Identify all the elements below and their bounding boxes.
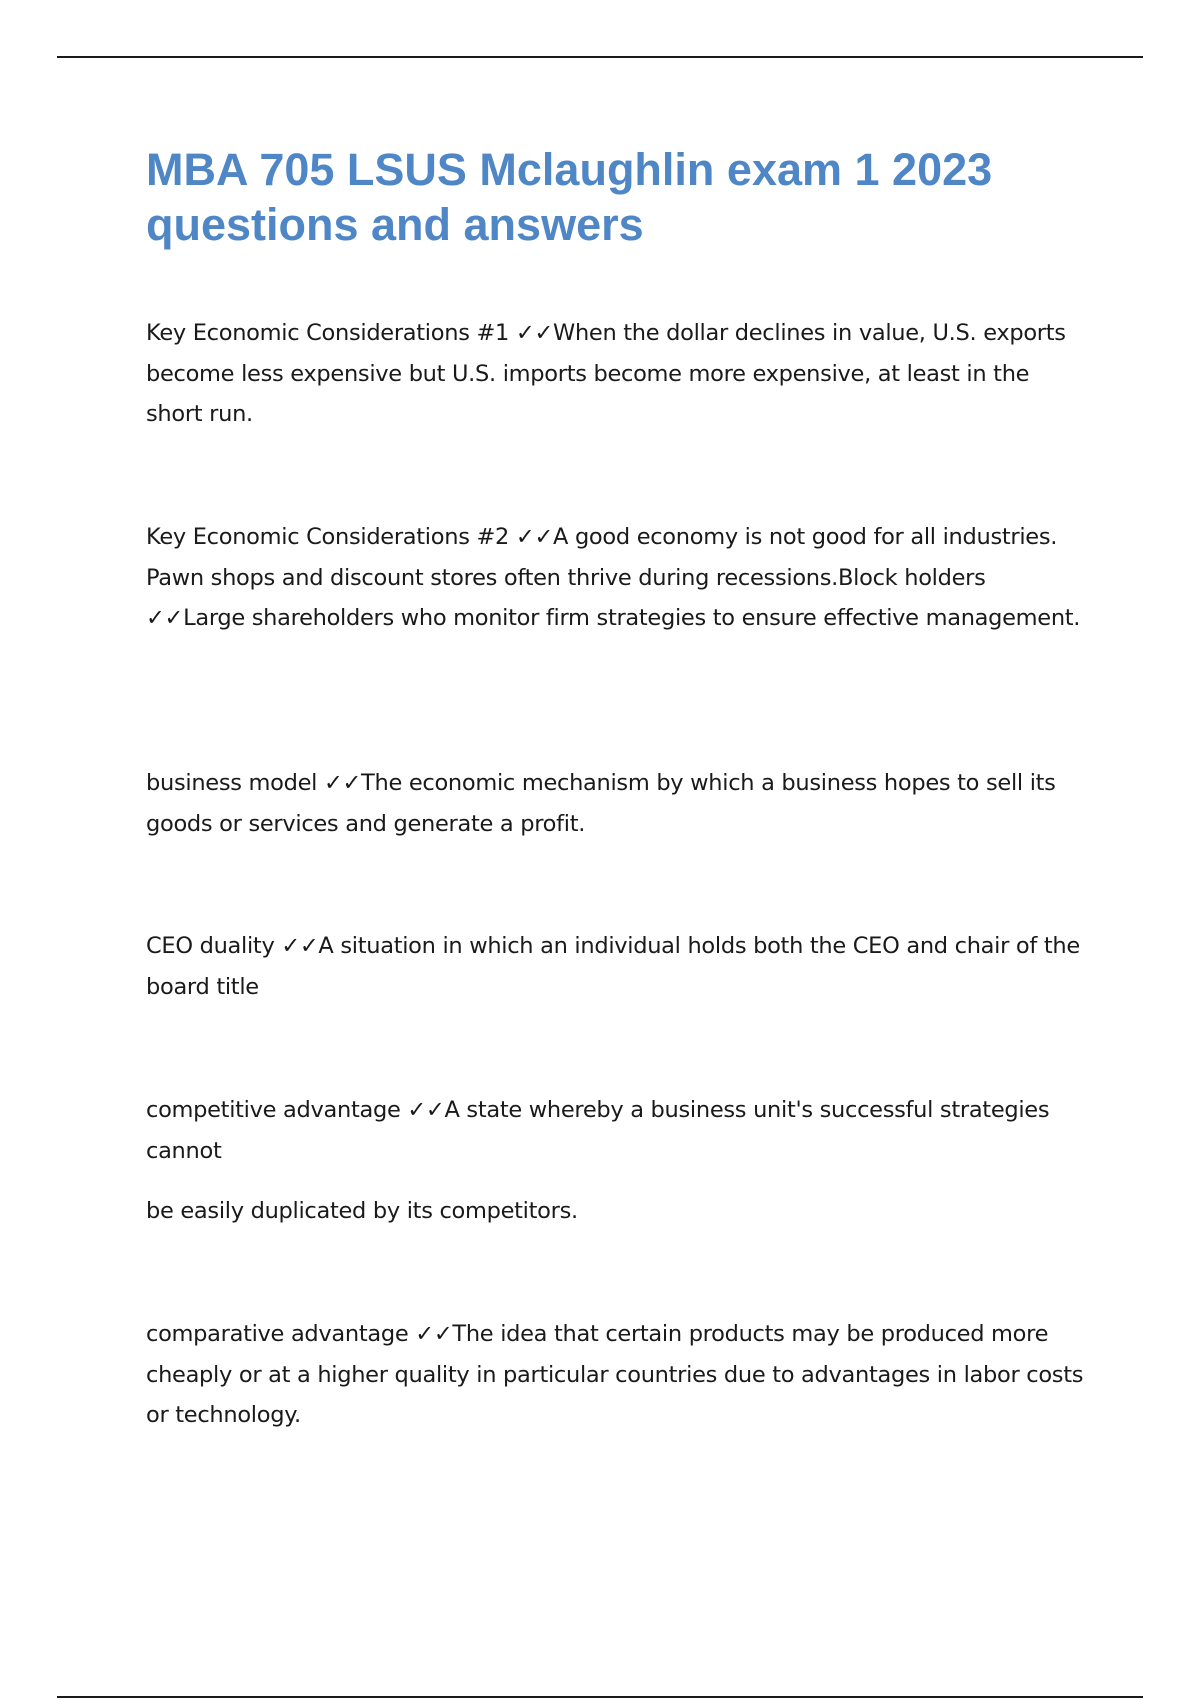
qa-entry-comparative-advantage <box>146 1314 1086 1436</box>
double-check-mark-icon: ✓✓ <box>146 605 184 631</box>
double-check-mark-icon: ✓✓ <box>323 770 362 796</box>
entry-definition: Large shareholders who monitor firm strategies to ensure effective management. <box>183 605 1081 631</box>
qa-entry-key-economic-2 <box>146 517 1086 639</box>
double-check-mark-icon: ✓✓ <box>281 933 319 959</box>
document-title: MBA 705 LSUS Mclaughlin exam 1 2023 questions and answers <box>146 144 993 250</box>
entry-definition: A state whereby a business unit's successful strategies cannot <box>146 1097 1050 1164</box>
entry-term: comparative advantage <box>146 1321 416 1347</box>
entry-definition: The idea that certain products may be produced more cheaply or at a higher quality in particular countries due to advantages in labor costs or technology. <box>146 1321 1084 1428</box>
double-check-mark-icon: ✓✓ <box>415 1321 453 1347</box>
entry-term: Key Economic Considerations #2 <box>146 524 516 550</box>
footer-rule <box>57 1696 1143 1698</box>
double-check-mark-icon: ✓✓ <box>515 524 553 550</box>
entry-term: Key Economic Considerations #1 <box>146 320 516 346</box>
double-check-mark-icon: ✓✓ <box>515 320 553 346</box>
double-check-mark-icon: ✓✓ <box>407 1097 445 1123</box>
qa-entry-continuation <box>146 1191 1086 1232</box>
entry-term: competitive advantage <box>146 1097 408 1123</box>
qa-entry-competitive-advantage <box>146 1090 1086 1171</box>
entry-term: Block holders <box>838 564 986 591</box>
entry-term: business model <box>146 770 324 796</box>
qa-entry-business-model <box>146 763 1086 844</box>
entry-term: CEO duality <box>146 933 282 959</box>
entry-definition: The economic mechanism by which a business hopes to sell its goods or services and generate a profit. <box>146 770 1056 837</box>
entry-definition: A good economy is not good for all industries. Pawn shops and discount stores often thrive during recessions. <box>146 524 1058 591</box>
qa-entry-key-economic-1 <box>146 313 1086 435</box>
entry-definition: When the dollar declines in value, U.S. exports become less expensive but U.S. imports become more expensive, at least in the short run. <box>146 320 1066 427</box>
header-rule <box>57 56 1143 58</box>
entry-definition-continued: be easily duplicated by its competitors. <box>146 1198 578 1224</box>
entry-definition: A situation in which an individual holds both the CEO and chair of the board title <box>146 933 1080 1000</box>
qa-entry-ceo-duality <box>146 926 1086 1007</box>
